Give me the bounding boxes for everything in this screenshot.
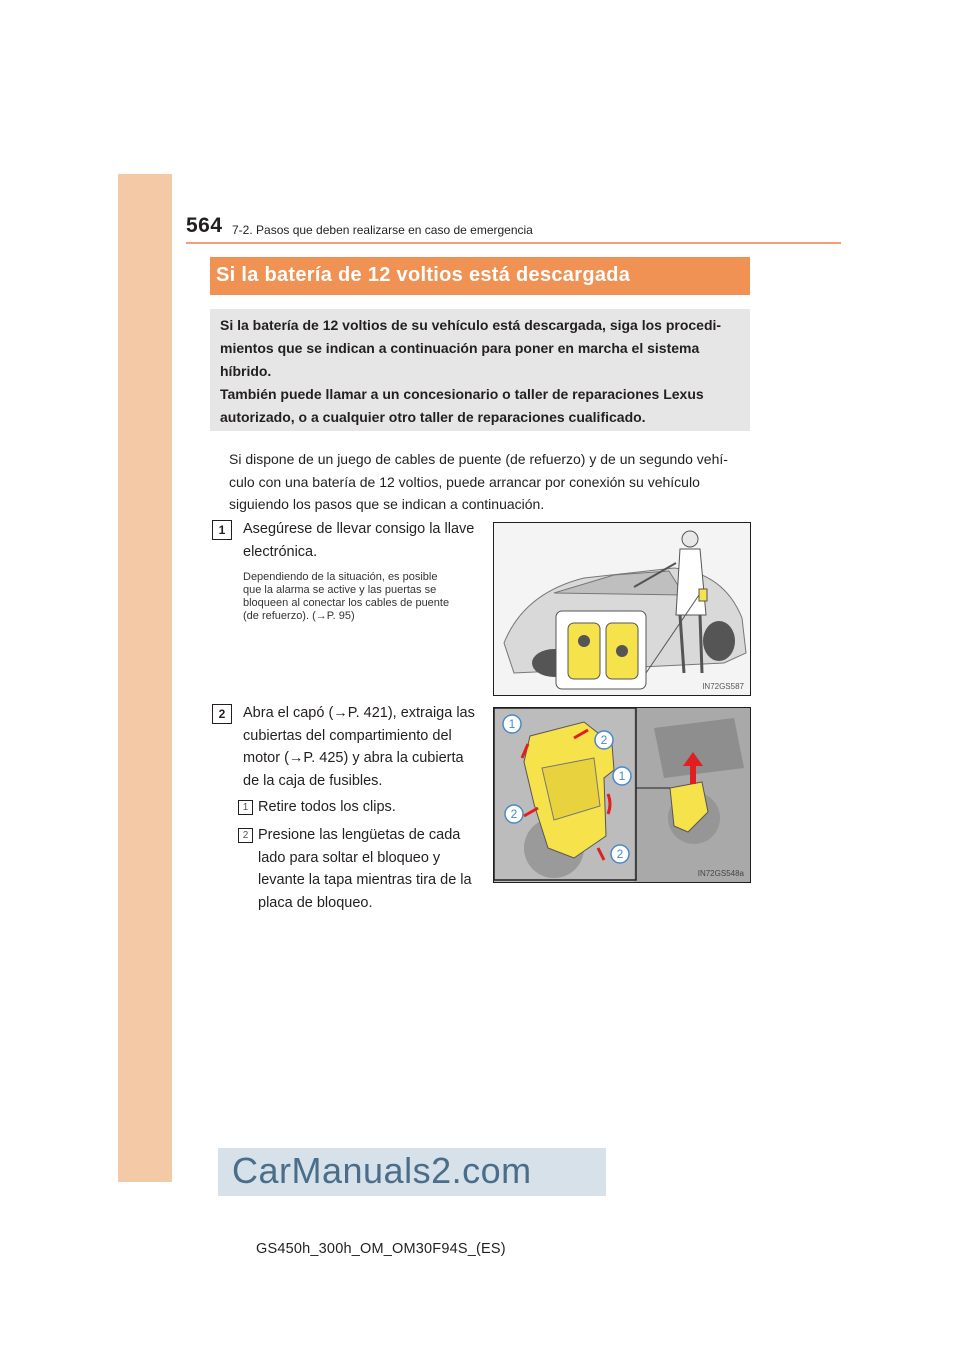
substep-line: lado para soltar el bloqueo y [258,849,441,866]
substep-line: Retire todos los clips. [258,799,396,815]
step-line: Asegúrese de llevar consigo la llave [243,521,475,537]
section-title: Si la batería de 12 voltios está descargada [216,264,631,286]
callout-label: 2 [616,847,624,861]
callout-label: 1 [508,717,516,731]
car-and-person-drawing [494,523,750,695]
substep-1-text [258,796,480,819]
callout-label: 2 [510,807,518,821]
header-divider [186,242,841,244]
substep-line: Presione las lengüetas de cada [258,827,461,843]
chapter-title: 7-2. Pasos que deben realizarse en caso de emergencia [232,223,533,237]
fuse-box-illustration [493,707,751,883]
page-number: 564 [186,214,223,237]
callout-label: 1 [618,769,626,783]
sidebar-tab [118,174,172,1182]
step-line: Abra el capó (→P. 421), extraiga las [243,705,475,721]
step-number-2: 2 [212,704,232,724]
note-line: bloqueen al conectar los cables de puente [243,597,450,609]
step-1-note [243,571,479,623]
note-line: (de refuerzo). (→P. 95) [243,610,355,622]
figure-code: IN72GS587 [702,682,744,691]
substep-number-1: 1 [238,800,253,815]
intro-line: También puede llamar a un concesionario o taller de reparaciones Lexus [220,386,704,402]
intro-text [220,314,740,429]
body-line: Si dispone de un juego de cables de puente (de refuerzo) y de un segundo vehí- [229,451,728,467]
intro-line: autorizado, o a cualquier otro taller de reparaciones cualificado. [220,409,646,425]
intro-line: Si la batería de 12 voltios de su vehículo está descargada, siga los procedi- [220,317,722,333]
watermark-text[interactable]: CarManuals2.com [232,1150,532,1191]
substep-line: levante la tapa mientras tira de la [258,872,472,888]
substep-number-2: 2 [238,828,253,843]
step-line: de la caja de fusibles. [243,772,383,789]
document-code: GS450h_300h_OM_OM30F94S_(ES) [256,1241,506,1257]
body-line: culo con una batería de 12 voltios, puede arrancar por conexión su vehículo [229,473,700,490]
step-1-text [243,518,479,563]
step-number-1: 1 [212,520,232,540]
step-2-text [243,702,479,792]
step-line: cubiertas del compartimiento del [243,727,452,744]
step-line: electrónica. [243,543,318,560]
body-line: siguiendo los pasos que se indican a continuación. [229,496,545,512]
callout-label: 2 [600,733,608,747]
body-paragraph [229,448,744,516]
car-key-illustration [493,522,751,696]
substep-line: placa de bloqueo. [258,894,373,911]
note-line: que la alarma se active y las puertas se [243,584,437,596]
engine-compartment-drawing [494,708,750,882]
intro-line: mientos que se indican a continuación para poner en marcha el sistema [220,340,700,356]
substep-2-text [258,824,480,914]
figure-code: IN72GS548a [697,869,744,878]
intro-line: híbrido. [220,363,272,379]
step-line: motor (→P. 425) y abra la cubierta [243,750,464,766]
note-line: Dependiendo de la situación, es posible [243,571,438,583]
